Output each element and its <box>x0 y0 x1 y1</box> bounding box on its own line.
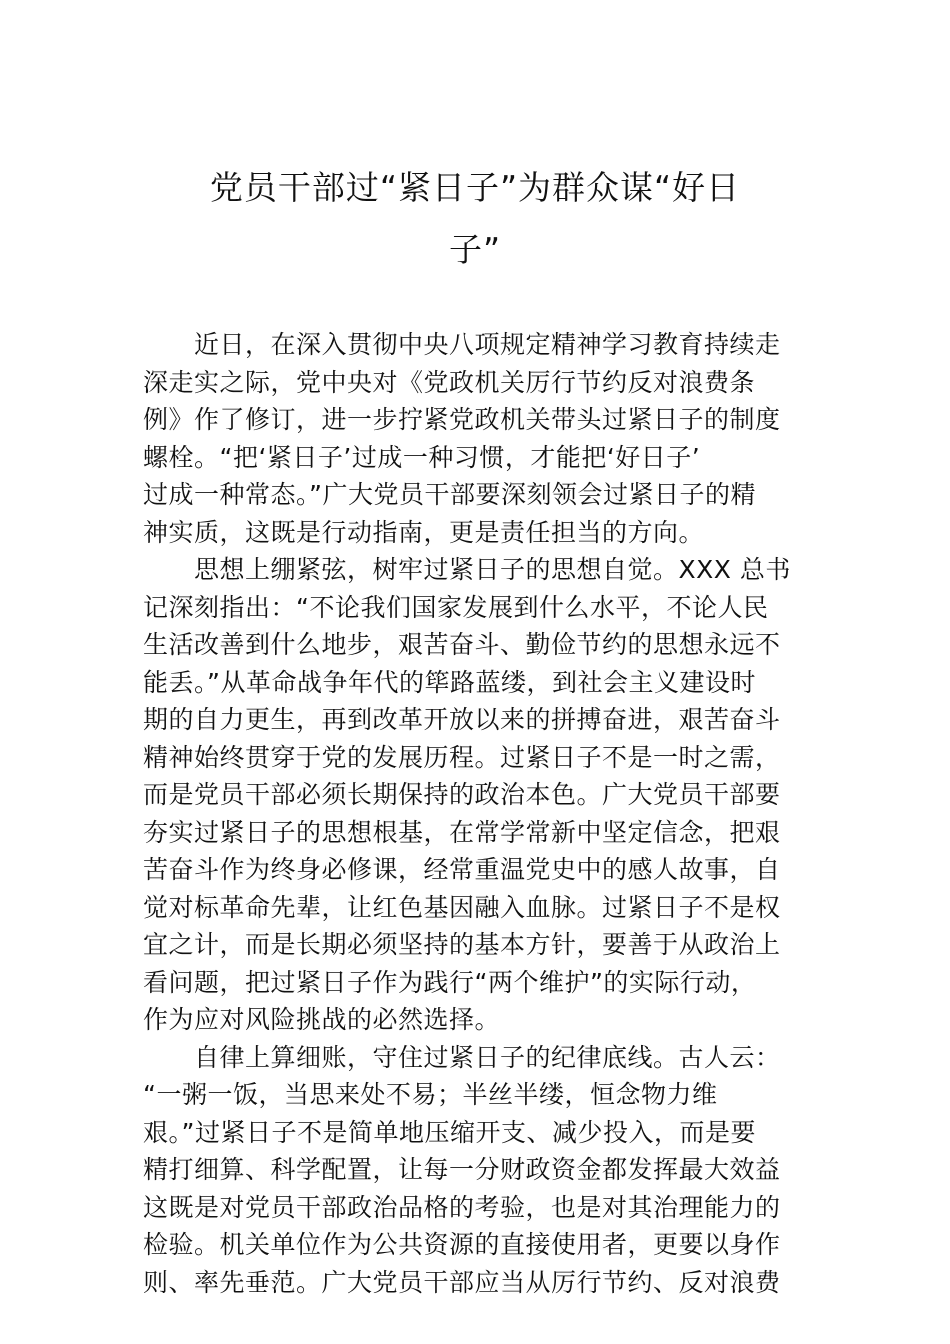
paragraph-line: 苦奋斗作为终身必修课，经常重温党史中的感人故事，自 <box>143 855 781 884</box>
paragraph-line: 期的自力更生，再到改革开放以来的拼搏奋进，艰苦奋斗 <box>143 705 781 734</box>
paragraph-line: 自律上算细账，守住过紧日子的纪律底线。古人云： <box>194 1042 781 1072</box>
document-title <box>150 157 800 281</box>
paragraph-line: 则、率先垂范。广大党员干部应当从厉行节约、反对浪费 <box>143 1267 781 1297</box>
paragraph-line: 生活改善到什么地步，艰苦奋斗、勤俭节约的思想永远不 <box>143 630 781 659</box>
paragraph-line: 检验。机关单位作为公共资源的直接使用者，更要以身作 <box>143 1230 781 1259</box>
paragraph-line: 作为应对风险挑战的必然选择。 <box>143 1005 501 1034</box>
paragraph-line: 艰。”过紧日子不是简单地压缩开支、减少投入，而是要 <box>143 1117 756 1147</box>
paragraph-line: 宜之计，而是长期必须坚持的基本方针，要善于从政治上 <box>143 930 781 959</box>
paragraph-line: 记深刻指出：“不论我们国家发展到什么水平，不论人民 <box>143 592 769 622</box>
document-body <box>143 326 808 1301</box>
paragraph-line: 能丢。”从革命战争年代的筚路蓝缕，到社会主义建设时 <box>143 667 756 697</box>
paragraph-line: 这既是对党员干部政治品格的考验，也是对其治理能力的 <box>143 1192 781 1222</box>
paragraph-line: 螺栓。“把‘紧日子’过成一种习惯，才能把‘好日子’ <box>143 442 701 472</box>
paragraph-line: 觉对标革命先辈，让红色基因融入血脉。过紧日子不是权 <box>143 892 781 922</box>
paragraph-line: 精打细算、科学配置，让每一分财政资金都发挥最大效益 <box>143 1155 781 1184</box>
paragraph-line: 近日，在深入贯彻中央八项规定精神学习教育持续走 <box>194 330 781 359</box>
paragraph-line: 而是党员干部必须长期保持的政治本色。广大党员干部要 <box>143 780 781 809</box>
title-line: 党员干部过“紧日子”为群众谋“好日 <box>209 168 741 207</box>
paragraph-line: 思想上绷紧弦，树牢过紧日子的思想自觉。XXX 总书 <box>194 555 791 584</box>
paragraph-line: 神实质，这既是行动指南，更是责任担当的方向。 <box>143 517 705 547</box>
title-line: 子” <box>448 230 502 269</box>
paragraph-line: 深走实之际，党中央对《党政机关厉行节约反对浪费条 <box>143 367 756 397</box>
paragraph-line: “一粥一饭，当思来处不易；半丝半缕，恒念物力维 <box>143 1080 718 1109</box>
paragraph-line: 精神始终贯穿于党的发展历程。过紧日子不是一时之需， <box>143 742 781 772</box>
paragraph-line: 例》作了修订，进一步拧紧党政机关带头过紧日子的制度 <box>143 405 781 434</box>
paragraph-line: 过成一种常态。”广大党员干部要深刻领会过紧日子的精 <box>143 480 756 509</box>
paragraph-line: 看问题，把过紧日子作为践行“两个维护”的实际行动， <box>143 967 757 997</box>
paragraph-line: 夯实过紧日子的思想根基，在常学常新中坚定信念，把艰 <box>143 817 781 847</box>
